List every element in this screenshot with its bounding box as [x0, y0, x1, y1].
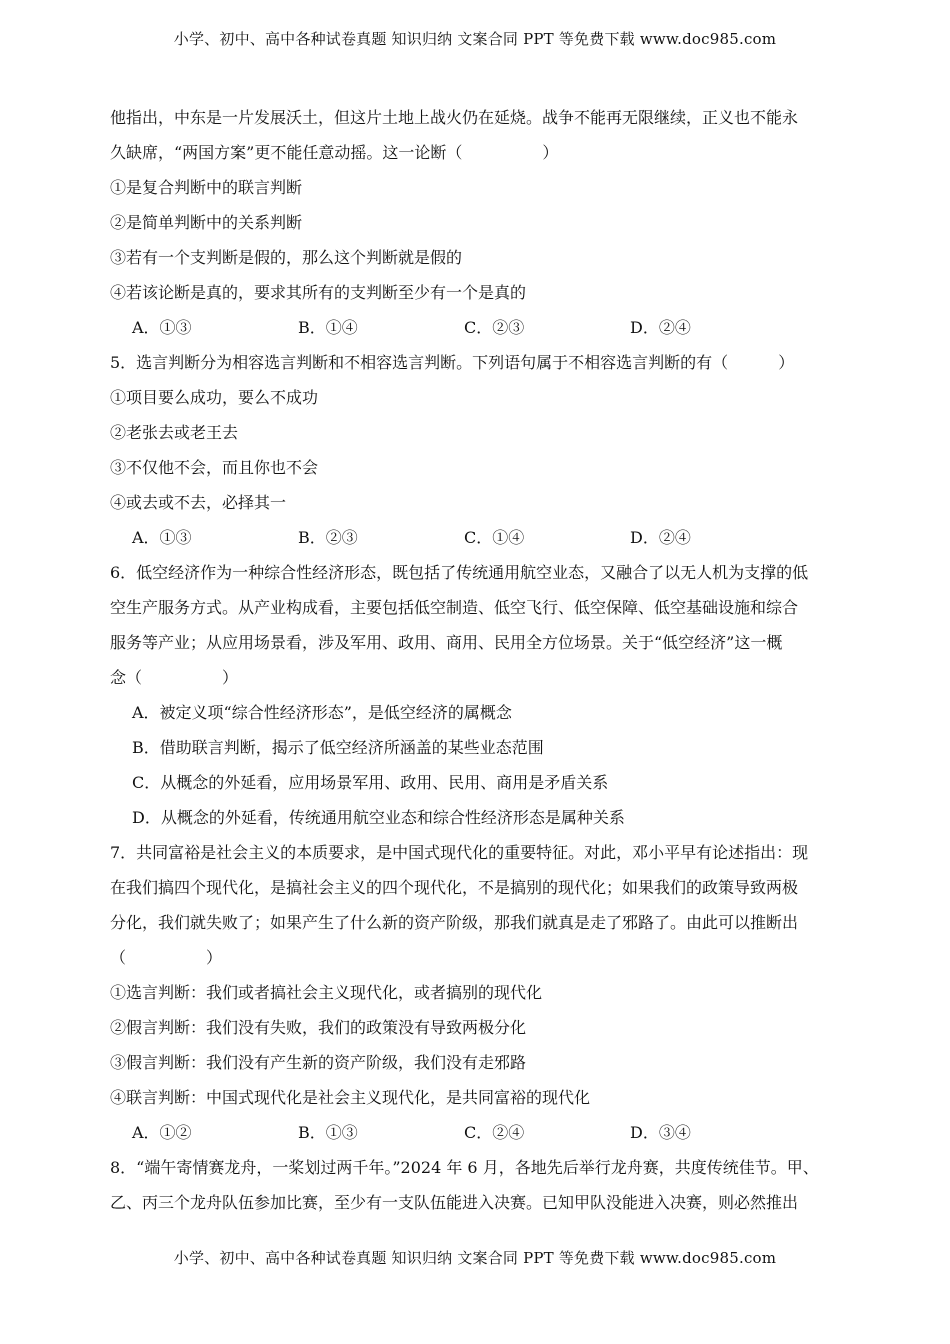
q6-line-1: 6．低空经济作为一种综合性经济形态，既包括了传统通用航空业态，又融合了以无人机为支撑的低 — [110, 563, 809, 582]
page-header: 小学、初中、高中各种试卷真题 知识归纳 文案合同 PPT 等免费下载 www.doc985.com — [173, 30, 777, 48]
q7-line-4-close: ） — [206, 948, 223, 967]
q4-item-4: ④若该论断是真的，要求其所有的支判断至少有一个是真的 — [110, 283, 527, 302]
page-footer: 小学、初中、高中各种试卷真题 知识归纳 文案合同 PPT 等免费下载 www.doc985.com — [173, 1249, 777, 1267]
q4-item-2: ②是简单判断中的关系判断 — [110, 213, 303, 232]
q5-item-1: ①项目要么成功，要么不成功 — [110, 388, 319, 407]
q5-stem-text: 5．选言判断分为相容选言判断和不相容选言判断。下列语句属于不相容选言判断的有（ — [110, 353, 729, 372]
q7-line-1: 7．共同富裕是社会主义的本质要求，是中国式现代化的重要特征。对此，邓小平早有论述指出：现 — [110, 843, 809, 862]
q5-option-c: C．①④ — [464, 528, 525, 547]
q7-item-4: ④联言判断：中国式现代化是社会主义现代化，是共同富裕的现代化 — [110, 1088, 591, 1107]
q4-line-2 — [110, 135, 850, 170]
q6-line-4 — [110, 660, 850, 695]
q4-option-b: B．①④ — [298, 318, 358, 337]
q4-line-1: 他指出，中东是一片发展沃土，但这片土地上战火仍在延烧。战争不能再无限继续，正义也不能永 — [110, 108, 799, 127]
q8-line-1: 8．“端午寄情赛龙舟，一桨划过两千年。”2024 年 6 月，各地先后举行龙舟赛，共度传统佳节。甲、 — [110, 1158, 819, 1177]
q7-option-b: B．①③ — [298, 1123, 358, 1142]
q7-line-4 — [110, 940, 850, 975]
q7-option-a: A．①② — [132, 1123, 192, 1142]
q5-option-d: D．②④ — [630, 528, 691, 547]
q5-item-2: ②老张去或老王去 — [110, 423, 239, 442]
q6-line-4-text: 念（ — [110, 668, 143, 687]
q6-line-2: 空生产服务方式。从产业构成看，主要包括低空制造、低空飞行、低空保障、低空基础设施和综合 — [110, 598, 799, 617]
q4-item-1: ①是复合判断中的联言判断 — [110, 178, 303, 197]
q5-item-3: ③不仅他不会，而且你也不会 — [110, 458, 319, 477]
q4-option-d: D．②④ — [630, 318, 691, 337]
document-body — [110, 100, 850, 1220]
q5-stem — [110, 345, 850, 380]
q4-option-c: C．②③ — [464, 318, 525, 337]
q6-line-3: 服务等产业；从应用场景看，涉及军用、政用、商用、民用全方位场景。关于“低空经济”这一概 — [110, 633, 783, 652]
q7-options — [110, 1115, 850, 1150]
q6-line-4-close: ） — [222, 668, 239, 687]
q7-item-1: ①选言判断：我们或者搞社会主义现代化，或者搞别的现代化 — [110, 983, 543, 1002]
q4-options — [110, 310, 850, 345]
q6-choice-b: B．借助联言判断，揭示了低空经济所涵盖的某些业态范围 — [132, 738, 544, 757]
q7-item-2: ②假言判断：我们没有失败，我们的政策没有导致两极分化 — [110, 1018, 527, 1037]
q4-item-3: ③若有一个支判断是假的，那么这个判断就是假的 — [110, 248, 463, 267]
q7-line-3: 分化，我们就失败了；如果产生了什么新的资产阶级，那我们就真是走了邪路了。由此可以推断出 — [110, 913, 799, 932]
q5-item-4: ④或去或不去，必择其一 — [110, 493, 287, 512]
q4-line-2-close: ） — [542, 143, 559, 162]
q7-item-3: ③假言判断：我们没有产生新的资产阶级，我们没有走邪路 — [110, 1053, 527, 1072]
q5-stem-close: ） — [778, 353, 795, 372]
q6-choice-a: A．被定义项“综合性经济形态”，是低空经济的属概念 — [132, 703, 512, 722]
q4-line-2-text: 久缺席，“两国方案”更不能任意动摇。这一论断（ — [110, 143, 463, 162]
q5-option-a: A．①③ — [132, 528, 192, 547]
q6-choice-c: C．从概念的外延看，应用场景军用、政用、民用、商用是矛盾关系 — [132, 773, 609, 792]
q6-choice-d: D．从概念的外延看，传统通用航空业态和综合性经济形态是属种关系 — [132, 808, 625, 827]
q7-line-4-text: （ — [110, 948, 127, 967]
q7-option-d: D．③④ — [630, 1123, 691, 1142]
q7-option-c: C．②④ — [464, 1123, 525, 1142]
q8-line-2: 乙、丙三个龙舟队伍参加比赛，至少有一支队伍能进入决赛。已知甲队没能进入决赛，则必然推出 — [110, 1193, 799, 1212]
q5-option-b: B．②③ — [298, 528, 358, 547]
q4-option-a: A．①③ — [132, 318, 192, 337]
q7-line-2: 在我们搞四个现代化，是搞社会主义的四个现代化，不是搞别的现代化；如果我们的政策导致两极 — [110, 878, 799, 897]
q5-options — [110, 520, 850, 555]
